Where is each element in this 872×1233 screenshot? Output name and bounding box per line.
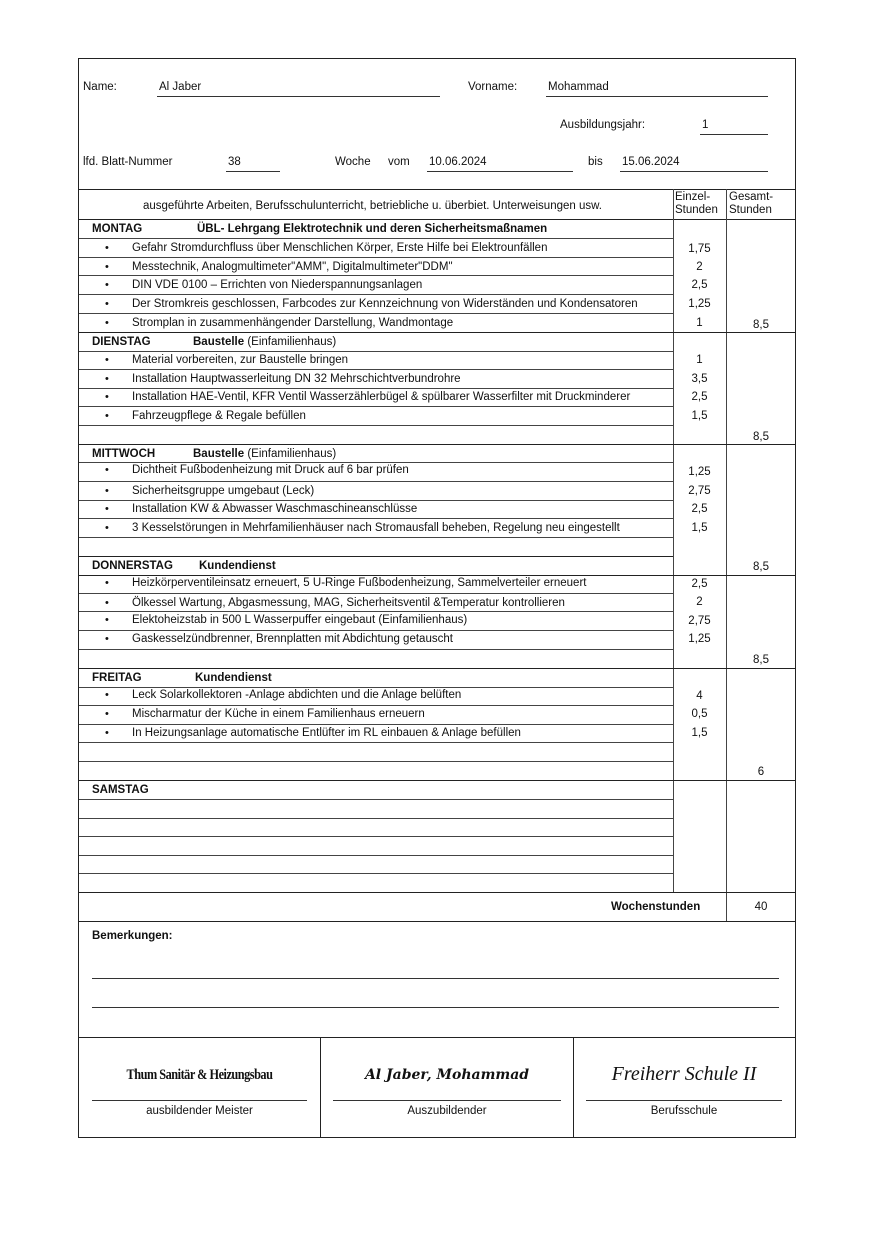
ausbildungsjahr-value: 1 bbox=[702, 119, 709, 131]
vom-value: 10.06.2024 bbox=[429, 156, 487, 168]
blatt-label: lfd. Blatt-Nummer bbox=[83, 156, 173, 168]
col-rule-einzel bbox=[673, 189, 674, 892]
day-total-mittwoch: 8,5 bbox=[753, 561, 769, 573]
list-item: • Installation Hauptwasserleitung DN 32 Mehrschichtverbundrohre bbox=[105, 373, 461, 385]
day-header-freitag: FREITAG Kundendienst bbox=[92, 672, 272, 684]
name-value: Al Jaber bbox=[159, 81, 202, 93]
ausbildungsjahr-label: Ausbildungsjahr: bbox=[560, 119, 646, 131]
schule-label: Berufsschule bbox=[650, 1105, 718, 1117]
meister-label: ausbildender Meister bbox=[146, 1105, 253, 1117]
azubi-signature: Al Jaber, Mohammad bbox=[364, 1067, 530, 1083]
list-item: • Sicherheitsgruppe umgebaut (Leck) bbox=[105, 485, 315, 497]
col-work-header: ausgeführte Arbeiten, Berufsschulunterricht, betriebliche u. überbiet. Unterweisungen usw. bbox=[143, 200, 602, 212]
hours-cell: 1,5 bbox=[691, 727, 708, 739]
day-total-dienstag: 8,5 bbox=[753, 431, 769, 443]
list-item: • In Heizungsanlage automatische Entlüfter im RL einbauen & Anlage befüllen bbox=[105, 727, 521, 739]
hours-cell: 1 bbox=[696, 354, 703, 366]
hours-cell: 1 bbox=[696, 317, 703, 329]
bemerkungen-line-2 bbox=[92, 1007, 779, 1008]
azubi-label: Auszubildender bbox=[407, 1105, 487, 1117]
table-top-rule bbox=[79, 189, 795, 190]
ausbildungsjahr-underline bbox=[700, 134, 768, 135]
list-item: • Installation HAE-Ventil, KFR Ventil Wasserzählerbügel & spülbarer Wasserfilter mit Druckminderer bbox=[105, 391, 631, 403]
day-total-freitag: 6 bbox=[757, 766, 765, 778]
hours-cell: 2,5 bbox=[691, 391, 708, 403]
list-item: • Gaskesselzündbrenner, Brennplatten mit Abdichtung getauscht bbox=[105, 633, 453, 645]
day-header-donnerstag: DONNERSTAG Kundendienst bbox=[92, 560, 276, 572]
bis-label: bis bbox=[588, 156, 603, 168]
report-sheet bbox=[78, 58, 796, 1138]
wochenstunden-label: Wochenstunden bbox=[611, 901, 701, 913]
hours-cell: 1,25 bbox=[688, 633, 711, 645]
hours-cell: 1,5 bbox=[691, 410, 708, 422]
blatt-underline bbox=[226, 171, 280, 172]
vom-underline bbox=[427, 171, 573, 172]
list-item: • Gefahr Stromdurchfluss über Menschlichen Körper, Erste Hilfe bei Elektrounfällen bbox=[105, 242, 548, 254]
vorname-underline bbox=[546, 96, 768, 97]
bis-value: 15.06.2024 bbox=[622, 156, 680, 168]
day-total-montag: 8,5 bbox=[753, 319, 769, 331]
hours-cell: 2,75 bbox=[688, 485, 711, 497]
list-item: • 3 Kesselstörungen in Mehrfamilienhäuser nach Stromausfall beheben, Regelung neu eingestellt bbox=[105, 522, 620, 534]
name-label: Name: bbox=[83, 81, 117, 93]
col-gesamt-header: Gesamt- Stunden bbox=[729, 191, 774, 216]
hours-cell: 2,5 bbox=[691, 578, 708, 590]
list-item: • Messtechnik, Analogmultimeter"AMM", Digitalmultimeter"DDM" bbox=[105, 261, 453, 273]
list-item: • Material vorbereiten, zur Baustelle bringen bbox=[105, 354, 349, 366]
day-header-montag: MONTAG ÜBL- Lehrgang Elektrotechnik und deren Sicherheitsmaßnamen bbox=[92, 223, 548, 235]
woche-label: Woche bbox=[335, 156, 371, 168]
vorname-label: Vorname: bbox=[468, 81, 518, 93]
hours-cell: 2,5 bbox=[691, 503, 708, 515]
list-item: • Mischarmatur der Küche in einem Familienhaus erneuern bbox=[105, 708, 425, 720]
vom-label: vom bbox=[388, 156, 410, 168]
hours-cell: 0,5 bbox=[691, 708, 708, 720]
day-header-mittwoch: MITTWOCH Baustelle (Einfamilienhaus) bbox=[92, 448, 337, 460]
day-total-donnerstag: 8,5 bbox=[753, 654, 769, 666]
list-item: • Dichtheit Fußbodenheizung mit Druck auf 6 bar prüfen bbox=[105, 464, 409, 476]
bis-underline bbox=[620, 171, 768, 172]
list-item: • Fahrzeugpflege & Regale befüllen bbox=[105, 410, 306, 422]
wochenstunden-value: 40 bbox=[754, 901, 768, 913]
bemerkungen-line-1 bbox=[92, 978, 779, 979]
hours-cell: 1,25 bbox=[688, 298, 711, 310]
hours-cell: 1,25 bbox=[688, 466, 711, 478]
meister-signature: Thum Sanitär & Heizungsbau bbox=[126, 1067, 273, 1083]
day-header-samstag: SAMSTAG bbox=[92, 784, 149, 796]
list-item: • DIN VDE 0100 – Errichten von Niederspannungsanlagen bbox=[105, 279, 423, 291]
hours-cell: 4 bbox=[696, 690, 703, 702]
hours-cell: 1,5 bbox=[691, 522, 708, 534]
col-einzel-header: Einzel- Stunden bbox=[675, 191, 718, 216]
list-item: • Elektoheizstab in 500 L Wasserpuffer eingebaut (Einfamilienhaus) bbox=[105, 614, 468, 626]
blatt-value: 38 bbox=[228, 156, 241, 168]
list-item: • Der Stromkreis geschlossen, Farbcodes zur Kennzeichnung von Widerständen und Kondensatoren bbox=[105, 298, 638, 310]
list-item: • Leck Solarkollektoren -Anlage abdichten und die Anlage belüften bbox=[105, 689, 462, 701]
col-rule-gesamt bbox=[726, 189, 727, 921]
hours-cell: 2 bbox=[696, 596, 703, 608]
hours-cell: 3,5 bbox=[691, 373, 708, 385]
vorname-value: Mohammad bbox=[548, 81, 609, 93]
hours-cell: 2,5 bbox=[691, 279, 708, 291]
schule-signature: Freiherr Schule II bbox=[611, 1063, 757, 1085]
list-item: • Heizkörperventileinsatz erneuert, 5 U-Ringe Fußbodenheizung, Sammelverteiler erneuert bbox=[105, 577, 587, 589]
hours-cell: 2,75 bbox=[688, 615, 711, 627]
bemerkungen-label: Bemerkungen: bbox=[92, 930, 173, 942]
day-header-dienstag: DIENSTAG Baustelle (Einfamilienhaus) bbox=[92, 336, 337, 348]
list-item: • Stromplan in zusammenhängender Darstellung, Wandmontage bbox=[105, 317, 454, 329]
hours-cell: 1,75 bbox=[688, 243, 711, 255]
list-item: • Installation KW & Abwasser Waschmaschineanschlüsse bbox=[105, 503, 418, 515]
list-item: • Ölkessel Wartung, Abgasmessung, MAG, Sicherheitsventil &Temperatur kontrollieren bbox=[105, 597, 565, 609]
name-underline bbox=[157, 96, 440, 97]
hours-cell: 2 bbox=[696, 261, 703, 273]
